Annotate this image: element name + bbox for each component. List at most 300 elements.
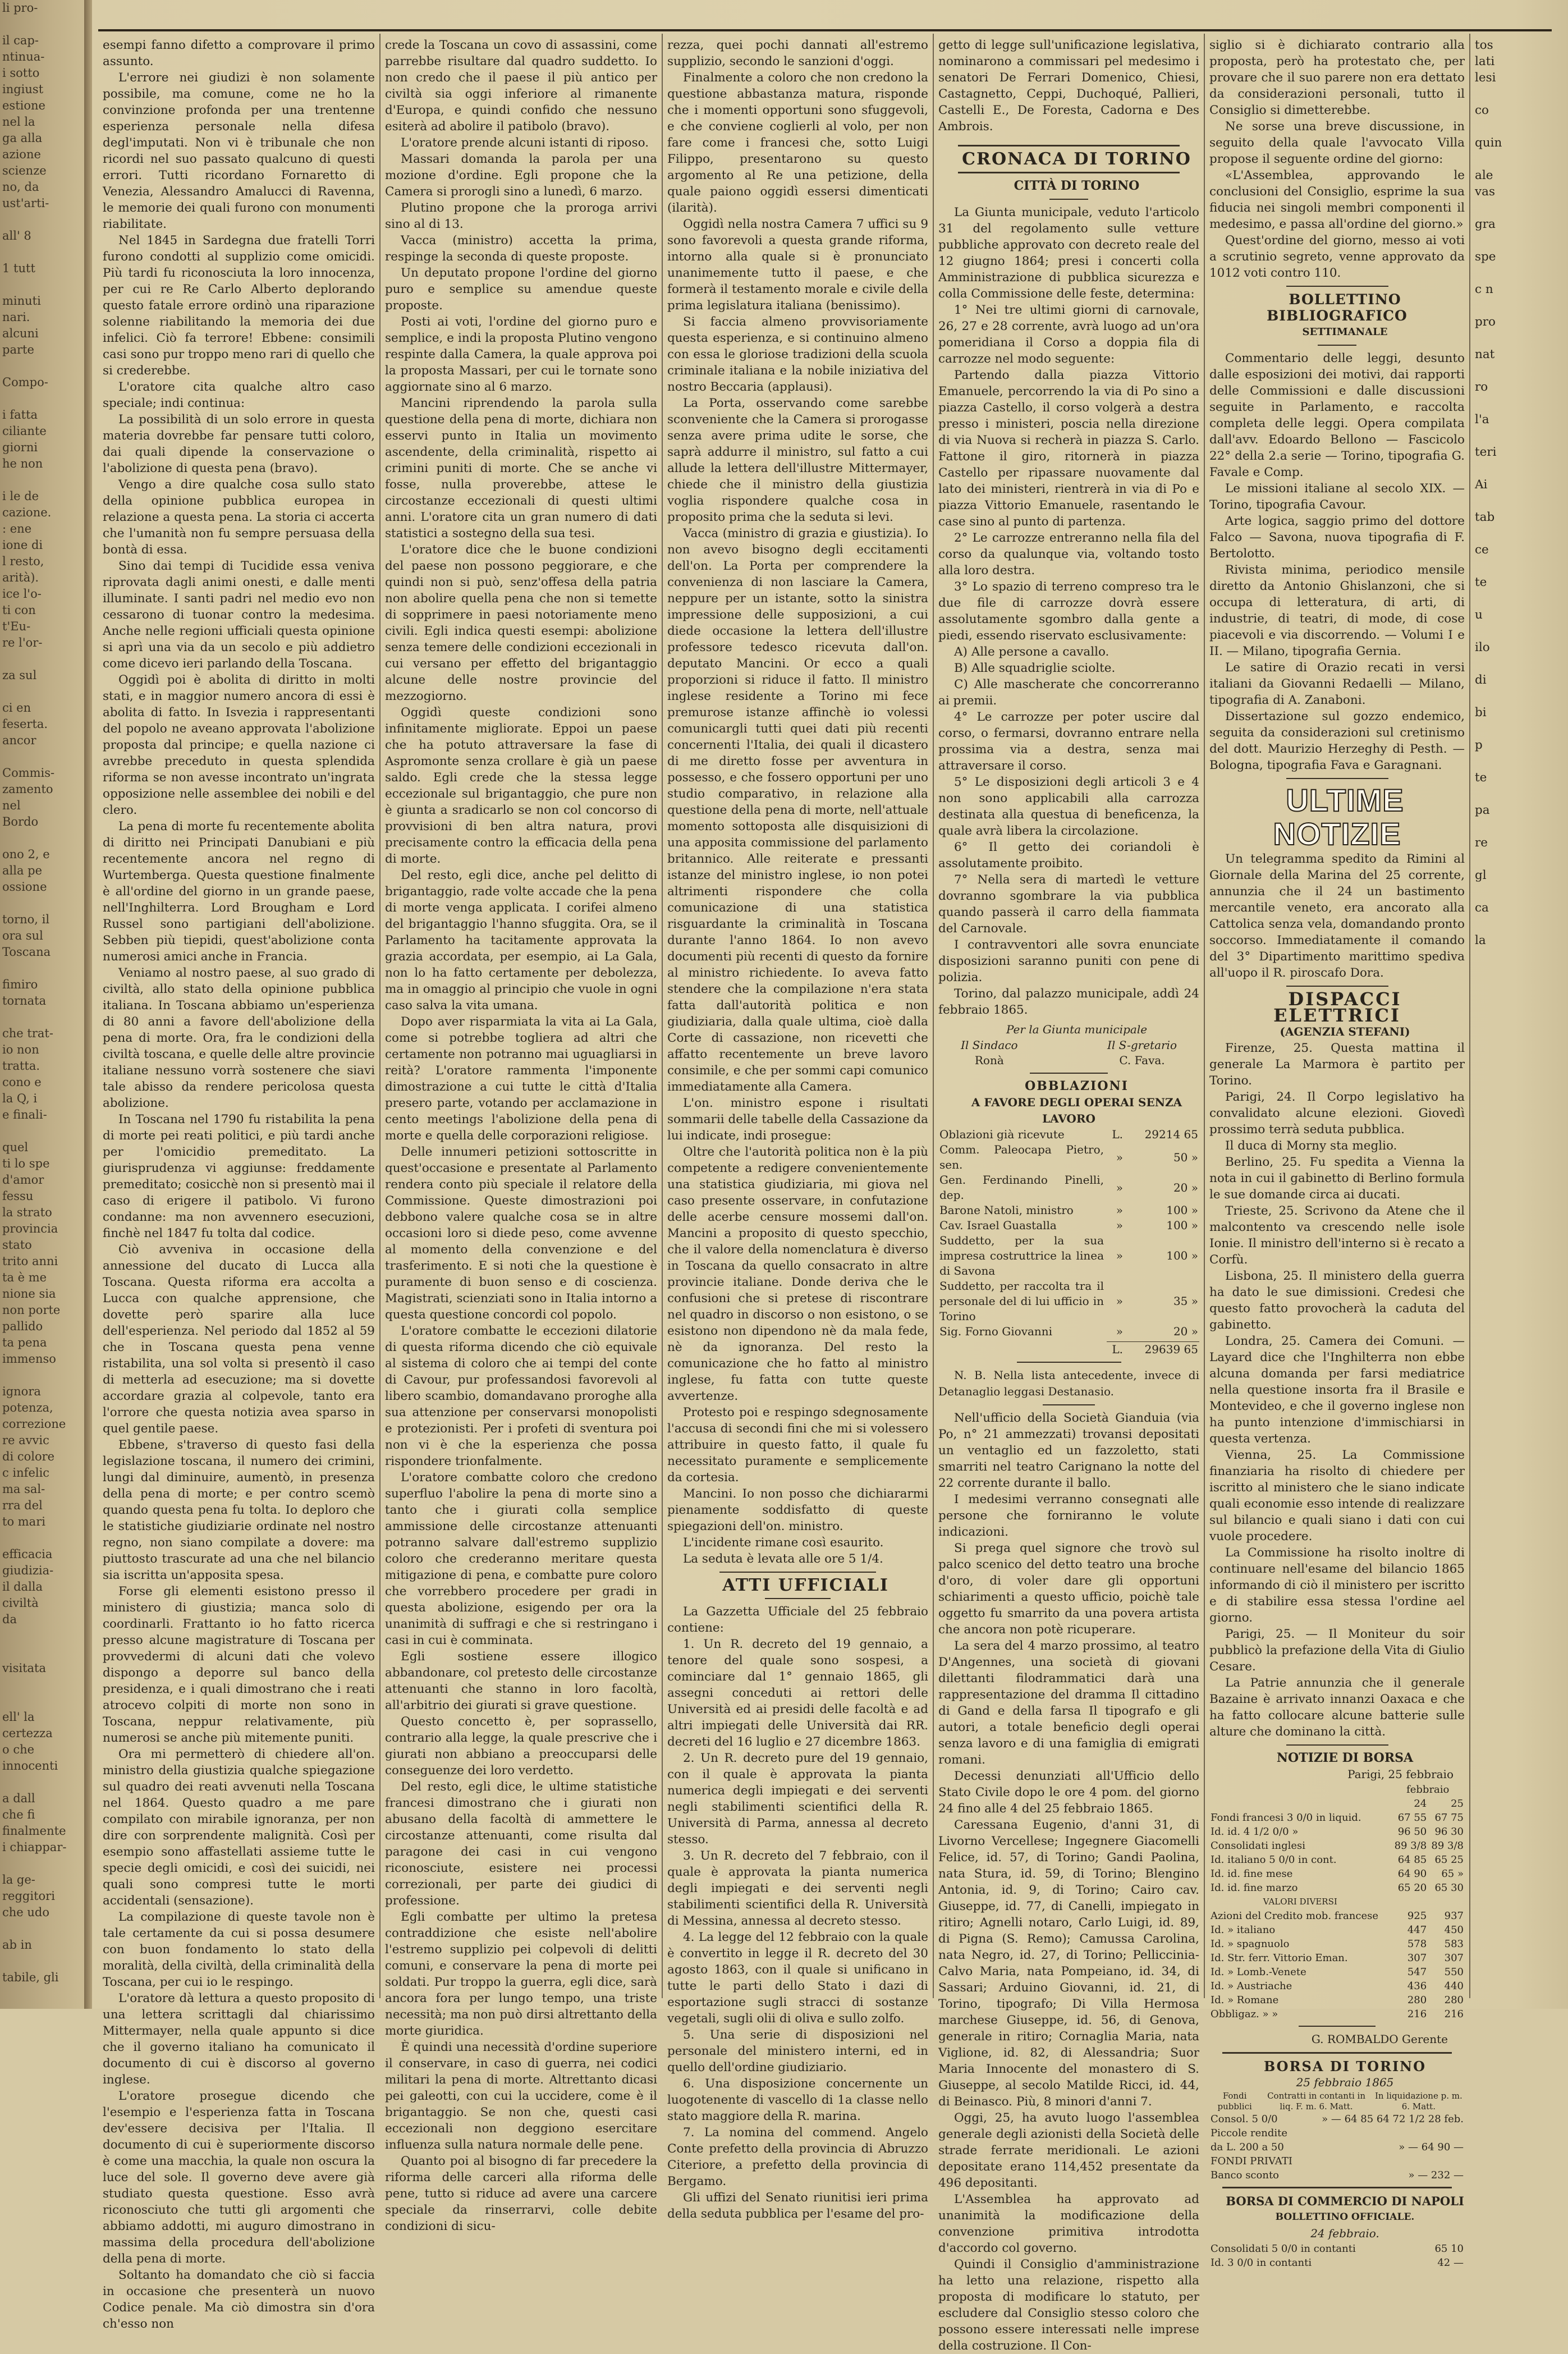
cronaca-paragraph: 3° Lo spazio di terreno compreso tra le due file di carrozze dovrà essere assolutamente sgombro dalla gente a piedi, essendo riservato esclusivamente: [938, 580, 1199, 643]
article-paragraph: Quest'ordine del giorno, messo ai voti a scrutinio segreto, venne approvato da 1012 voti contro 110. [1209, 233, 1465, 280]
oblazione-cur: » [1116, 1294, 1123, 1308]
atti-ufficiali-title: ATTI UFFICIALI [722, 1576, 889, 1595]
strip-line: re l'or- [2, 636, 43, 649]
article-paragraph: Egli sostiene essere illogico abbandonare, col pretesto delle circostanze attenuanti che stanno in loro facoltà, all'arbitrio dei giurati si grave questione. [385, 1650, 657, 1712]
cronaca-paragraph: I contravventori alle sovra enunciate disposizioni saranno puniti con pene di polizia. [938, 938, 1199, 984]
gerente-signature: G. ROMBALDO Gerente [1311, 2032, 1448, 2046]
col-b-header: 25 [1451, 1798, 1464, 1810]
article-paragraph: L'errore nei giudizi è non solamente possibile, ma comune, come ne ho la convinzione profonda per una trentenne esperienza personale nella difesa degl'imputati. Non vi è tribunale che non ricordi nel suo passato qualcuno di questi errori. Tutti ricordano Fornaretto di Venezia, Alessandro Amalucci di Ravenna, le memorie dei quali furono con monumenti riabilitate. [103, 71, 375, 231]
article-paragraph: L'oratore combatte le eccezioni dilatorie di questa riforma dicendo che ciò equivale al sistema di coloro che ai tempi del conte di Cavour, pur professandosi favorevoli al libero scambio, domandavano proroghe alla sua attenzione per conservarsi monopolisti e protezionisti. Per i profeti di sventura poi non vi è che la esperienza che possa rispondere trionfalmente. [385, 1324, 657, 1468]
cut-fragment: quin [1475, 136, 1502, 150]
bibliography-entry: Dissertazione sul gozzo endemico, seguita da considerazioni sul cretinismo del dott. Maurizio Herzeghy di Pesth. — Bologna, tipografia Fava e Garagnani. [1209, 709, 1465, 772]
article-paragraph: Delle innumeri petizioni sottoscritte in quest'occasione e presentate al Parlamento rendera conto più speciale il relatore della Commissione. Queste dimostrazioni poi debbono valere qualche cosa se in altre occasioni loro si diede peso, come avvenne al momento della convenzione e del trasferimento. E si noti che la questione è puramente di buon senso e di coscienza. Magistrati, scienziati sono in Italia intorno a questa questione concordi col popolo. [385, 1145, 657, 1322]
oblazioni-subtitle: A FAVORE DEGLI OPERAI SENZA LAVORO [971, 1096, 1182, 1125]
cut-fragment [1475, 86, 1559, 102]
cut-fragment: te [1475, 575, 1487, 589]
strip-line: che trat- [2, 1027, 53, 1040]
borsa-a: 64 90 [1397, 1868, 1427, 1880]
strip-line [0, 16, 84, 33]
strip-line [0, 1856, 84, 1872]
borsa-row [1209, 1937, 1465, 1951]
column-6-cut [1475, 37, 1559, 1996]
sindaco-role: Il Sindaco [961, 1038, 1018, 1052]
borsa-b: 96 30 [1434, 1826, 1464, 1838]
strip-line: l resto, [2, 555, 44, 568]
strip-line [0, 960, 84, 977]
strip-line: il dalla [2, 1580, 43, 1593]
borsa-torino-row [1209, 2140, 1465, 2154]
column-rule [1204, 34, 1205, 1998]
borsa-label: Id. id. fine mese [1211, 1868, 1293, 1880]
column-rule [933, 34, 934, 1998]
strip-line: fessu [2, 1189, 34, 1203]
strip-line: civiltà [2, 1596, 39, 1610]
article-paragraph: Protesto poi e respingo sdegnosamente l'accusa di secondi fini che mi si volessero attribuire in questo fatto, il quale fu necessitato puramente e semplicemente da cortesia. [667, 1405, 928, 1485]
borsa-row [1209, 1909, 1465, 1923]
strip-line: Commis- [2, 766, 55, 780]
article-paragraph: Egli combatte per ultimo la pretesa contraddizione che esiste nell'abolire l'estremo supplizio pei colpevoli di delitti comuni, e conservare la pena di morte pei soldati. Pur troppo la guerra, egli dice, sarà ancora fora per lungo tempo, una triste necessità; ma non può dirsi altrettanto della morte giuridica. [385, 1910, 657, 2038]
borsa-a [1391, 1895, 1428, 1909]
strip-line: alla pe [2, 864, 43, 877]
section-rule [958, 172, 1180, 173]
strip-line [0, 651, 84, 667]
strip-line: ti lo spe [2, 1157, 50, 1170]
oblazione-label: Oblazioni già ricevute [939, 1128, 1065, 1141]
bibliography-entry: Commentario delle leggi, desunto dalle esposizioni dei motivi, dai rapporti delle Commissioni e dalle discussioni seguite in Parlamento, e raccolta completa delle leggi. Opera compilata dall'avv. Edoardo Bellono — Fascicolo 22° della 2.a serie — Torino, tipografia G. Favale e Comp. [1209, 351, 1465, 479]
cut-fragment [1475, 363, 1559, 379]
oblazione-cur: L. [1112, 1128, 1123, 1141]
cut-fragment [1475, 590, 1559, 607]
strip-line: : ene [2, 522, 32, 535]
strip-line: ignora [2, 1385, 41, 1398]
cut-fragment: gl [1475, 868, 1487, 882]
bibliography-entry: Le satire di Orazio recati in versi italiani da Giovanni Redaelli — Milano, tipografia di A. Zanaboni. [1209, 661, 1465, 707]
section-rule [1017, 1362, 1121, 1363]
cronaca-paragraph: 5° Le disposizioni degli articoli 3 e 4 non sono applicabili alla carrozza destinata alla questua di beneficenza, la quale avrà libera la circolazione. [938, 775, 1199, 838]
section-rule [1043, 1404, 1095, 1405]
cut-fragment: gra [1475, 217, 1496, 231]
strip-line [0, 895, 84, 912]
strip-line: ust'arti- [2, 196, 49, 210]
strip-line: non porte [2, 1303, 61, 1317]
segretario-role: Il S-gretario [1107, 1038, 1177, 1052]
atti-paragraph: 3. Un R. decreto del 7 febbraio, con il quale è approvata la pianta numerica degli impiegati e dei serventi negli stabilimenti scientifici della R. Università di Messina, annessa al decreto stesso. [667, 1849, 928, 1928]
strip-line: i fatta [2, 408, 38, 422]
borsa-torino-label: FONDI PRIVATI [1211, 2155, 1292, 2167]
strip-line: visitata [2, 1661, 46, 1675]
oblazione-label: Cav. Israel Guastalla [939, 1219, 1057, 1232]
strip-line [0, 1009, 84, 1025]
borsa-b: 216 [1444, 2008, 1464, 2020]
strip-line: quel [2, 1141, 29, 1154]
borsa-b: 450 [1444, 1924, 1464, 1936]
strip-line: pallido [2, 1320, 43, 1333]
strip-line [0, 1367, 84, 1384]
strip-line: io non [2, 1043, 39, 1056]
borsa-napoli-val: 65 10 [1434, 2243, 1464, 2255]
column-1 [103, 37, 375, 2331]
cut-fragment [1475, 525, 1559, 542]
cut-fragment [1475, 623, 1559, 639]
atti-paragraph: Gli uffizi del Senato riunitisi ieri prima della seduta pubblica per l'esame del pro- [667, 2191, 928, 2221]
cut-fragment: re [1475, 836, 1488, 850]
cut-fragment: co [1475, 103, 1489, 117]
section-rule [1299, 2026, 1376, 2027]
strip-line [0, 472, 84, 488]
strip-line [0, 749, 84, 765]
borsa-a: 436 [1407, 1980, 1427, 1992]
cronaca-paragraph: 1° Nei tre ultimi giorni di carnovale, 26, 27 e 28 corrente, avrà luogo ad un'ora pomeridiana il Corso a doppia fila di carrozze nel modo seguente: [938, 303, 1199, 366]
strip-line: efficacia [2, 1547, 53, 1561]
article-paragraph: rezza, quei pochi dannati all'estremo supplizio, secondo le sanzioni d'oggi. [667, 38, 928, 68]
article-paragraph: Oltre che l'autorità politica non è la più competente a redigere convenientemente una statistica giudiziaria, mi giova nel caso presente osservare, in confutazione delle acerbe censure mossemi dall'on. Mancini a proposito di questo specchio, che il valore della nomenclatura è diverso in Toscana da quello consacrato in altre provincie italiane. Donde deriva che le confusioni che si pretese di riscontrare nel quadro in discorso o non esistono, o se esistono non dipendono nè da mala fede, nè da ignoranza. Del resto la comunicazione che ho fatto al ministro inglese, fu fatta con tutte queste avvertenze. [667, 1145, 928, 1403]
borsa-row [1209, 1979, 1465, 1993]
borsa-a: 447 [1407, 1924, 1427, 1936]
borsa-b: 307 [1444, 1952, 1464, 1964]
atti-paragraph: 5. Una serie di disposizioni nel personale del ministero interni, ed in quello dell'ordine giudiziario. [667, 2028, 928, 2074]
strip-line [0, 1693, 84, 1709]
oblazione-row [938, 1127, 1199, 1142]
article-paragraph: In Toscana nel 1790 fu ristabilita la pena di morte pei reati politici, e più tardi anche per l'omicidio premeditato. La giurisprudenza vi aggiunse: freddamente premeditato; cosicchè non si presentò mai il caso di erigere il patibolo. Vi furono condanne: ma non avvennero esecuzioni, finchè nel 1847 fu tolta dal codice. [103, 1112, 375, 1240]
cut-fragment [1475, 818, 1559, 835]
oblazione-amount: 100 » [1166, 1203, 1198, 1217]
segretario-name: C. Fava. [1119, 1054, 1165, 1067]
cut-fragment: u [1475, 608, 1483, 622]
telegram-paragraph: Berlino, 25. Fu spedita a Vienna la nota in cui il gabinetto di Berlino formula le sue domande circa ai ducati. [1209, 1155, 1465, 1202]
article-paragraph: Del resto, egli dice, le ultime statistiche francesi dimostrano che i giurati non abusano della facoltà di ammettere le circostanze attenuanti, come risulta dal paragone dei casi in cui vengono riconosciute, esistere nei processi correzionali, per parte dei giudici di professione. [385, 1780, 657, 1908]
cronaca-paragraph: La Giunta municipale, veduto l'articolo 31 del regolamento sulle vetture pubbliche approvato con decreto reale del 12 giugno 1864; presi i concerti colla Amministrazione di pubblica sicurezza e colla Commissione delle feste, determina: [938, 205, 1199, 301]
article-paragraph: L'oratore dà lettura a questo proposito di una lettera scrittagli dal chiarissimo Mittermayer, nella quale appunto si dice che il governo italiano ha comunicato il documento di cui è discorso al governo inglese. [103, 1991, 375, 2087]
cronaca-notice: Quindi il Consiglio d'amministrazione ha letto una relazione, rispetto alla proposta di modificare lo statuto, per escludere dal Consiglio stesso coloro che possono essere interessati nelle imprese della costruzione. Il Con- [938, 2257, 1199, 2353]
section-rule [1286, 986, 1388, 987]
strip-line: giorni [2, 441, 38, 454]
strip-line: all' 8 [2, 229, 31, 242]
borsa-label: Id. italiano 5 0/0 in cont. [1211, 1854, 1337, 1866]
ultime-notizie-title: ULTIME NOTIZIE [1273, 782, 1404, 851]
strip-line: cazione. [2, 506, 52, 519]
strip-line: re avvic [2, 1434, 49, 1447]
strip-line: ntinua- [2, 50, 45, 63]
strip-line: zamento [2, 782, 53, 796]
cut-fragment [1475, 753, 1559, 770]
cut-fragment [1475, 851, 1559, 867]
cut-fragment: tos [1475, 38, 1493, 52]
atti-paragraph: 1. Un R. decreto del 19 gennaio, a tenore del quale sono sospesi, a cominciare dal 1° gennaio 1865, gli assegni conceduti ai rettori delle Università ed ai presidi delle facoltà e ad altri impiegati delle Università dai RR. decreti del 16 luglio e 27 dicembre 1863. [667, 1637, 928, 1749]
borsa-label: Id. » spagnuolo [1211, 1938, 1290, 1950]
telegram-paragraph: Parigi, 25. — Il Moniteur du soir pubblicò la prefazione della Vita di Giulio Cesare. [1209, 1627, 1465, 1674]
borsa-torino-label: Banco sconto [1211, 2169, 1280, 2181]
section-rule [719, 1572, 876, 1573]
oblazione-row [938, 1233, 1199, 1279]
cronaca-notice: Si prega quel signore che trovò sul palco scenico del detto teatro una broche d'oro, di voler dare gli opportuni schiarimenti a questo ufficio, poichè tale oggetto fu smarrito da una povera artista che ancora non potè ricuperare. [938, 1541, 1199, 1637]
article-paragraph: Ne sorse una breve discussione, in seguito della quale l'avvocato Villa propose il seguente ordine del giorno: [1209, 120, 1465, 166]
cronaca-notice: La sera del 4 marzo prossimo, al teatro D'Angennes, una società di giovani dilettanti filodrammatici darà una rappresentazione del dramma Il cittadino di Gand e della farsa Il tipografo e gli autori, a totale beneficio degli operai senza lavoro e di una famiglia di emigrati romani. [938, 1639, 1199, 1767]
section-rule [1286, 286, 1388, 287]
cronaca-paragraph: Torino, dal palazzo municipale, addì 24 febbraio 1865. [938, 987, 1199, 1017]
strip-line: ma sal- [2, 1482, 45, 1496]
borsa-label: Id. » italiano [1211, 1924, 1276, 1936]
cut-fragment: spe [1475, 250, 1496, 264]
borsa-torino-header: In liquidazione p. m. 6. Matt. [1375, 2091, 1462, 2112]
strip-line: nel la [2, 115, 35, 129]
section-rule [1318, 345, 1356, 346]
strip-line: li pro- [2, 1, 38, 15]
atti-paragraph: 6. Una disposizione concernente un luogotenente di vascello di 1a classe nello stato maggiore della R. marina. [667, 2077, 928, 2123]
borsa-b: 65 30 [1434, 1882, 1464, 1894]
cut-fragment [1475, 916, 1559, 932]
article-paragraph: L'oratore dice che le buone condizioni del paese non possono peggiorare, e che quindi non si può, senz'offesa della patria non abolire quella pena che non si temette di sopprimere in paesi notoriamente meno civili. Egli indica questi esempi: abolizione senza temere delle condizioni eccezionali in cui versano per effetto del brigantaggio alcune delle nostre provincie del mezzogiorno. [385, 543, 657, 703]
borsa-torino-vals [1304, 2126, 1465, 2140]
oblazioni-nb: N. B. Nella lista antecedente, invece di Detanaglio leggasi Destanasio. [938, 1368, 1199, 1398]
atti-paragraph: 4. La legge del 12 febbraio con la quale è convertito in legge il R. decreto del 30 agosto 1863, con il quale si unificano in tutte le parti dello Stato i dazi di esportazione sugli stracci di sostanze vegetali, sugli olii di oliva e sullo zolfo. [667, 1930, 928, 2026]
article-paragraph: siglio si è dichiarato contrario alla proposta, però ha protestato che, per provare che il suo parere non era dettato da considerazioni personali, tutto il Consiglio si dimetterebbe. [1209, 38, 1465, 117]
top-rule [98, 29, 1552, 31]
borsa-row [1209, 1923, 1465, 1937]
borsa-row [1209, 1867, 1465, 1881]
borsa-a: 96 50 [1397, 1826, 1427, 1838]
article-paragraph: L'oratore cita qualche altro caso speciale; indi continua: [103, 380, 375, 410]
strip-line: c infelic [2, 1466, 50, 1480]
borsa-torino-date: 25 febbraio 1865 [1296, 2076, 1394, 2089]
section-rule [958, 145, 1180, 146]
oblazione-row [938, 1279, 1199, 1324]
cut-fragment: bi [1475, 706, 1487, 720]
borsa-b [1428, 1895, 1465, 1909]
cut-fragment: ce [1475, 543, 1489, 557]
dispacci-title: DISPACCI ELETTRICI [1273, 988, 1402, 1026]
cronaca-notice: Nell'ufficio della Società Gianduia (via Po, n° 21 ammezzati) trovansi depositati un ventaglio ed un fazzoletto, stati smarriti nel teatro Carignano la notte del 22 corrente durante il ballo. [938, 1411, 1199, 1490]
article-paragraph: La Porta, osservando come sarebbe sconveniente che la Camera si prorogasse senza avere prima udite le sorse, che saprà addurre il ministro, sul fatto a cui allude la lettera dell'illustre Mittermayer, chiede che il ministro della giustizia voglia rispondere qualche cosa in proposito prima che la seduta si levi. [667, 396, 928, 524]
borsa-a: 216 [1407, 2008, 1427, 2020]
strip-line: Bordo [2, 815, 39, 828]
borsa-torino-headers [1209, 2091, 1465, 2112]
strip-line: arità). [2, 571, 39, 584]
strip-line [0, 684, 84, 700]
section-rule [1030, 1073, 1108, 1074]
borsa-b: 440 [1444, 1980, 1464, 1992]
article-paragraph: Nel 1845 in Sardegna due fratelli Torri furono condotti al supplizio come omicidi. Più tardi fu riconosciuta la loro innocenza, per cui re Re Carlo Alberto deplorando questo fatale errore ordinò una riparazione solenne riabilitando la memoria dei due infelici. Ciò fa terrore! Ebbene: consimili casi sono pur troppo meno rari di quello che si crederebbe. [103, 233, 375, 378]
strip-line: stato [2, 1238, 32, 1252]
cronaca-paragraph: 4° Le carrozze per poter uscire dal corso, o fermarsi, dovranno entrare nella prossima via a destra, senza mai attraversare il corso. [938, 710, 1199, 773]
cut-fragment: lesi [1475, 71, 1496, 85]
strip-line [0, 277, 84, 293]
cronaca-notice: I medesimi verranno consegnati alle persone che forniranno le volute indicazioni. [938, 1492, 1199, 1539]
article-paragraph: Ciò avveniva in occasione della annessione del ducato di Lucca alla Toscana. Questa riforma era accolta a Lucca con qualche apprensione, che dovette però sparire alla luce dell'esperienza. Nel periodo dal 1852 al 59 che in Toscana questa pena venne ristabilita, una sol volta si presentò il caso di metterla ad esecuzione; ma si dovette accordare grazia al colpevole, tanto era l'orrore che questa notizia avea sparso in quel gentile paese. [103, 1243, 375, 1436]
strip-line: potenza, [2, 1401, 53, 1414]
oblazione-label: Barone Natoli, ministro [939, 1203, 1074, 1217]
cronaca-title: CRONACA DI TORINO [962, 149, 1191, 169]
borsa-torino-header: Contratti in contanti in liq. F. m. 6. Matt. [1267, 2091, 1365, 2112]
borsa-torino-vals [1304, 2154, 1465, 2168]
oblazione-row [938, 1324, 1199, 1339]
borsa-row [1209, 1951, 1465, 1965]
cut-fragment: pro [1475, 315, 1496, 329]
borsa-torino-vals: » — 64 85 64 72 1/2 28 feb. [1322, 2113, 1464, 2125]
strip-line: ione di [2, 538, 43, 552]
oblazione-row [938, 1142, 1199, 1173]
column-4-lead: getto di legge sull'unificazione legislativa, nominarono a commissari pel medesimo i senatori De Ferrari Domenico, Chiesi, Castagnetto, Ceppi, Duchoqué, Pallieri, Castelli E., De Foresta, Cadorna e Des Ambrois. [938, 38, 1199, 134]
strip-line: a dall [2, 1792, 35, 1805]
article-paragraph: esempi fanno difetto a comprovare il primo assunto. [103, 38, 375, 68]
strip-line: i le de [2, 489, 39, 503]
sindaco-name: Ronà [974, 1054, 1004, 1067]
borsa-b: 65 25 [1434, 1854, 1464, 1866]
borsa-row [1209, 1811, 1465, 1825]
article-paragraph: L'oratore combatte coloro che credono superfluo l'abolire la pena di morte sino a tanto che i giurati colla semplice ammissione delle circostanze attenuanti potranno salvare dall'estremo supplizio coloro che crederanno meritare questa mitigazione di pena, e combatte pure coloro che vorrebbero procedere per gradi in questa abolizione, esigendo per ora la unanimità di suffragi e che si restringano i casi in cui è comminata. [385, 1471, 657, 1647]
telegram-paragraph: Il duca di Morny sta meglio. [1225, 1139, 1397, 1153]
cut-fragment [1475, 786, 1559, 802]
cut-fragment: lati [1475, 54, 1495, 68]
oblazione-label: Suddetto, per raccolta tra il personale del di lui ufficio in Torino [939, 1279, 1104, 1323]
borsa-b: 65 » [1441, 1868, 1464, 1880]
column-3 [667, 37, 928, 2221]
strip-line: che udo [2, 1906, 49, 1919]
borsa-label: Consolidati inglesi [1211, 1840, 1306, 1852]
bibliography-entry: Le missioni italiane al secolo XIX. — Torino, tipografia Cavour. [1209, 482, 1465, 512]
strip-line: giudizia- [2, 1564, 54, 1577]
strip-line: azione [2, 148, 41, 161]
oblazione-cur: » [1116, 1180, 1123, 1194]
borsa-a: 280 [1407, 1994, 1427, 2006]
cronaca-paragraph: C) Alle mascherate che concorreranno ai premii. [938, 677, 1199, 708]
telegram-paragraph: Trieste, 25. Scrivono da Atene che il malcontento va crescendo nelle isole Ionie. Il ministro dell'interno si è recato a Corfù. [1209, 1204, 1465, 1267]
strip-line: nari. [2, 310, 30, 324]
article-paragraph: Vacca (ministro di grazia e giustizia). Io non avevo bisogno degli eccitamenti dell'on. La Porta per comprendere la convenienza di non lasciare la Camera, neppure per un istante, sotto la sinistra impressione delle supposizioni, a cui diede occasione la lettera dell'illustre professore tedesco ricevuta dall'on. deputato Mancini. Or ecco a quali proporzioni si riduce il fatto. Il ministro inglese residente a Torino mi fece premurose istanze affinchè io volessi comunicargli tutti quei dati più recenti concernenti l'Italia, dei quali il dicastero di me diretto fosse per avventura in possesso, e che fossero opportuni per uno studio comparativo, in relazione alla questione della pena di morte, nell'attuale momento sottoposta alle disquisizioni di una apposita commissione del parlamento britannico. Alle reiterate e pressanti istanze del ministro inglese, io non potei altrimenti rispondere che colla comunicazione di una statistica risguardante la criminalità in Toscana durante l'anno 1864. Io non avevo documenti più recenti di questo da fornire al ministro richiedente. Io aveva fatto stendere che la compilazione n'era stata fatta dall'autorità politica e non giudiziaria, dalla quale ultima, cioè dalla Corte di cassazione, non ricevetti che affatto recentemente un breve lavoro consimile, e che per sommi capi comunico immediatamente alla Camera. [667, 526, 928, 1094]
telegram-paragraph: Parigi, 24. Il Corpo legislativo ha convalidato alcune elezioni. Giovedì prossimo terrà seduta pubblica. [1209, 1090, 1465, 1137]
atti-paragraph: 2. Un R. decreto pure del 19 gennaio, con il quale è approvata la pianta numerica degli impiegati e dei serventi negli stabilimenti scientifici della R. Università di Parma, annessa al decreto stesso. [667, 1751, 928, 1847]
cut-fragment: vas [1475, 185, 1495, 199]
article-paragraph: Massari domanda la parola per una mozione d'ordine. Egli propone che la Camera si prorogli sino a lunedì, 6 marzo. [385, 152, 657, 199]
article-paragraph: «L'Assemblea, approvando le conclusioni del Consiglio, esprime la sua fiducia nei singoli membri componenti il medesimo, e passa all'ordine del giorno.» [1209, 168, 1465, 231]
column-rule [662, 34, 663, 1998]
strip-line: to mari [2, 1515, 45, 1528]
strip-line: i chiappar- [2, 1840, 67, 1854]
oblazioni-title: OBBLAZIONI [1025, 1079, 1129, 1093]
strip-line: t'Eu- [2, 620, 31, 633]
cut-fragment: ro [1475, 380, 1488, 394]
article-paragraph: Quanto poi al bisogno di far precedere la riforma delle carceri alla riforma delle pene, tutto si riduce ad avere una carcere speciale da rinserrarvi, colle debite condizioni di sicu- [385, 2154, 657, 2233]
cut-fragment [1475, 688, 1559, 704]
atti-paragraph: 7. La nomina del commend. Angelo Conte prefetto della provincia di Abruzzo Citeriore, a prefetto della provincia di Bergamo. [667, 2126, 928, 2188]
borsa-torino-row [1209, 2168, 1465, 2182]
borsa-row [1209, 1825, 1465, 1839]
bollettino-title: BOLLETTINO BIBLIOGRAFICO [1267, 291, 1407, 324]
section-rule [765, 1598, 830, 1599]
strip-line: la Q, i [2, 1092, 38, 1105]
binding-fold [84, 0, 92, 2009]
cronaca-paragraph: 2° Le carrozze entreranno nella fila del corso da qualunque via, voltando tosto alla loro destra. [938, 531, 1199, 578]
strip-line: ti con [2, 603, 36, 617]
borsa-label: Id. Str. ferr. Vittorio Eman. [1211, 1952, 1348, 1964]
article-paragraph: Si faccia almeno provvisoriamente questa esperienza, e si continuino almeno con essa le gloriose tradizioni della scuola criminale italiana e la nobile iniziativa del nostro Beccaria (applausi). [667, 315, 928, 394]
strip-line: trito anni [2, 1254, 58, 1268]
cut-fragment [1475, 265, 1559, 281]
strip-line: rra del [2, 1499, 43, 1512]
borsa-torino-label: da L. 200 a 50 [1211, 2141, 1284, 2153]
borsa-b: 583 [1444, 1938, 1464, 1950]
section-rule [1222, 2187, 1452, 2188]
strip-line: ora sul [2, 929, 43, 942]
oblazione-amount: 100 » [1166, 1249, 1198, 1262]
cut-fragment [1475, 656, 1559, 672]
strip-line: cono e [2, 1075, 42, 1089]
oblazione-cur: » [1116, 1150, 1123, 1164]
cut-fragment [1475, 330, 1559, 346]
strip-line: estione [2, 99, 45, 112]
borsa-a: 65 20 [1397, 1882, 1427, 1894]
cut-fragment: nat [1475, 347, 1495, 361]
strip-line: ab in [2, 1938, 32, 1952]
oblazione-amount: 29214 65 [1144, 1128, 1198, 1141]
strip-line: nione sia [2, 1287, 56, 1300]
section-rule [1286, 778, 1388, 779]
strip-line [0, 1921, 84, 1937]
bibliography-entry: Arte logica, saggio primo del dottore Falco — Savona, nuova tipografia di F. Bertolotto. [1209, 514, 1465, 561]
borsa-label: Id. id. 4 1/2 0/0 » [1211, 1826, 1299, 1838]
ultime-notizie-text: Un telegramma spedito da Rimini al Giornale della Marina del 25 corrente, annunzia che il 24 un bastimento mercantile veneto, era ancorato alla Cattolica senza vela, domandando pronto soccorso. Immediatamente il comando del 3° Dipartimento marittimo spediva all'uopo il R. piroscafo Dora. [1209, 852, 1465, 980]
cut-fragment [1475, 200, 1559, 216]
borsa-parigi-table [1209, 1783, 1465, 2021]
cut-fragment: p [1475, 738, 1483, 752]
cronaca-paragraph: 6° Il getto dei coriandoli è assolutamente proibito. [938, 840, 1199, 871]
borsa-napoli-val: 42 — [1437, 2257, 1464, 2269]
article-paragraph: L'incidente rimane così esaurito. [683, 1536, 884, 1550]
cut-fragment: di [1475, 673, 1487, 687]
cut-fragment [1475, 118, 1559, 135]
strip-line: di colore [2, 1450, 55, 1463]
strip-line: 1 tutt [2, 262, 35, 275]
borsa-b: 280 [1444, 1994, 1464, 2006]
oblazione-row [938, 1173, 1199, 1203]
dispacci-subtitle: (AGENZIA STEFANI) [1280, 1025, 1410, 1038]
article-paragraph: Sino dai tempi di Tucidide essa veniva riprovata dagli animi onesti, e dalle menti illuminate. I santi padri nel medio evo non cessarono di tuonar contro la medesima. Anche nelle regioni ufficiali questa opinione si aprì una via da un secolo e più addietro come dicevo ieri parlando della Toscana. [103, 559, 375, 671]
borsa-row [1209, 1965, 1465, 1979]
borsa-torino-row [1209, 2126, 1465, 2140]
cut-fragment: Ai [1475, 478, 1488, 492]
column-rule [1469, 34, 1470, 1998]
article-paragraph: Vacca (ministro) accetta la prima, respinge la seconda di queste proposte. [385, 233, 657, 264]
article-paragraph: Questo concetto è, per soprassello, contrario alla legge, la quale prescrive che i giurati non abbiano a preoccuparsi delle conseguenze dei loro verdetto. [385, 1715, 657, 1778]
strip-line: ciliante [2, 424, 47, 438]
telegram-paragraph: Firenze, 25. Questa mattina il generale La Marmora è partito per Torino. [1209, 1041, 1465, 1088]
article-paragraph: Del resto, egli dice, anche pel delitto di brigantaggio, rade volte accade che la pena di morte venga applicata. I corifei almeno del brigantaggio l'hanno sfuggita. Ora, se il Parlamento ha tacitamente approvata la grazia accordata, per esempio, ai La Gala, non lo ha fatto certamente per debolezza, ma in omaggio al principio che vuole in ogni caso salva la vita umana. [385, 868, 657, 1013]
strip-line [0, 391, 84, 407]
borsa-napoli-date: 24 febbraio. [1310, 2227, 1379, 2240]
section-rule [1222, 2052, 1452, 2054]
oblazione-cur: » [1116, 1219, 1123, 1232]
cronaca-notice: Caressana Eugenio, d'anni 31, di Livorno Vercellese; Ingegnere Giacomelli Felice, id. 57, di Torino; Gandi Paolina, nata Stura, id. 59, di Torino; Blengino Antonia, id. 9, di Torino; Cairo cav. Giuseppe, id. 77, di Canelli, impiegato in ritiro; Agnelli notaro, Carlo Luigi, id. 89, di Pigna (S. Remo); Camussa Carolina, nata Negro, id. 27, di Torino; Pelliccinia-Calvo Maria, nata Pompeiano, id. 34, di Sassari; Arduino Giovanni, id. 21, di Torino, tipografo; Di Villa Hermosa marchese Giuseppe, id. 56, di Genova, generale in ritiro; Cornaglia Maria, nata Viglione, id. 82, di Alessandria; Suor Maria Innocente del monastero di S. Giuseppe, al secolo Matilde Ricci, id. 44, di Beinasco. Più, 8 minori d'anni 7. [938, 1818, 1199, 2109]
cut-fragment: pa [1475, 803, 1490, 817]
signature-header: Per la Giunta municipale [1006, 1023, 1148, 1036]
borsa-napoli-label: Consolidati 5 0/0 in contanti [1211, 2243, 1356, 2255]
strip-line [0, 1644, 84, 1660]
telegram-paragraph: La Patrie annunzia che il generale Bazaine è arrivato innanzi Oaxaca e che ha fatto collocare alcune batterie sulle alture che dominano la città. [1209, 1676, 1465, 1739]
column-2 [385, 37, 657, 2233]
strip-line: il cap- [2, 34, 39, 47]
strip-line: ta è me [2, 1271, 47, 1284]
strip-line: Toscana [2, 945, 51, 959]
cronaca-notice: Oggi, 25, ha avuto luogo l'assemblea generale degli azionisti della Società delle strade ferrate meridionali. Le azioni depositate erano 114,452 presentate da 496 depositanti. [938, 2111, 1199, 2190]
cut-fragment: ilo [1475, 640, 1490, 654]
borsa-a: 307 [1407, 1952, 1427, 1964]
strip-line [0, 1677, 84, 1693]
oblazione-row [938, 1203, 1199, 1218]
strip-line: innocenti [2, 1759, 58, 1773]
borsa-a: 64 85 [1397, 1854, 1427, 1866]
section-rule [1049, 199, 1089, 200]
cut-fragment: te [1475, 771, 1487, 785]
telegram-paragraph: Londra, 25. Camera dei Comuni. — Layard dice che l'Inghilterra non ebbe alcuna domanda per farsi mediatrice nella questione insorta fra il Brasile e Montevideo, e che il governo inglese non ha punto intenzione d'immischiarsi in questa vertenza. [1209, 1334, 1465, 1446]
